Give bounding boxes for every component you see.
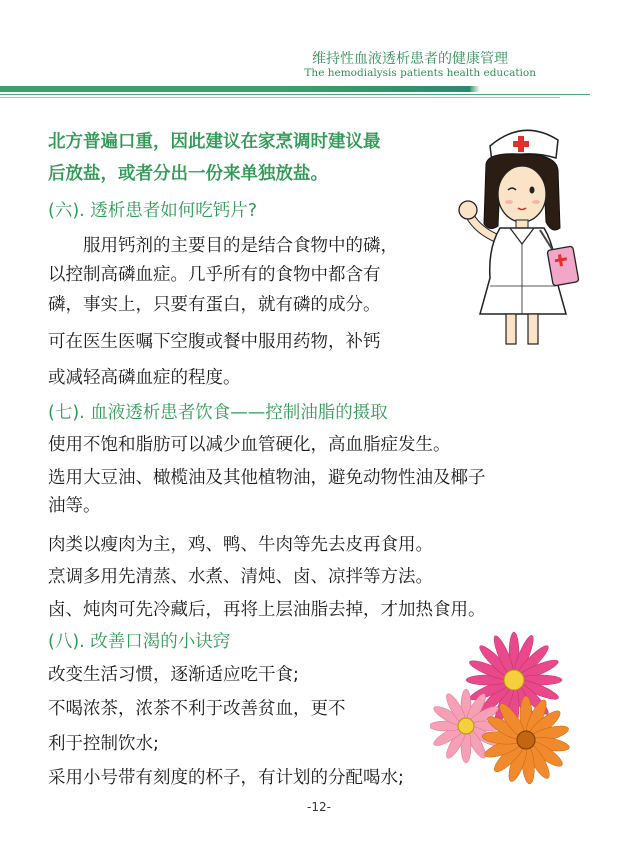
nurse-illustration <box>448 118 598 348</box>
text-line: 不喝浓茶，浓茶不利于改善贫血，更不 <box>48 699 346 719</box>
text-line: 卤、炖肉可先冷藏后，再将上层油脂去掉，才加热食用。 <box>48 600 486 620</box>
section-heading-8: (八). 改善口渴的小诀窍 <box>48 632 231 652</box>
text-line: 后放盐，或者分出一份来单独放盐。 <box>48 164 328 184</box>
header-subtitle: The hemodialysis patients health education <box>304 67 536 79</box>
text-line: 选用大豆油、橄榄油及其他植物油，避免动物性油及椰子 <box>48 468 486 488</box>
header-rule-thin-light <box>0 97 560 98</box>
header-title: 维持性血液透析患者的健康管理 <box>312 51 508 67</box>
text-line: 或减轻高磷血症的程度。 <box>48 368 241 388</box>
text-line: 利于控制饮水; <box>48 734 159 754</box>
text-line: 服用钙剂的主要目的是结合食物中的磷， <box>48 236 398 256</box>
text-line: 以控制高磷血症。几乎所有的食物中都含有 <box>48 265 381 285</box>
text-line: 改变生活习惯，逐渐适应吃干食; <box>48 665 299 685</box>
text-line: 使用不饱和脂肪可以减少血管硬化，高血脂症发生。 <box>48 435 451 455</box>
page-number: -12- <box>307 800 331 814</box>
text-line: 可在医生医嘱下空腹或餐中服用药物，补钙 <box>48 332 381 352</box>
header-rule-thin <box>0 94 590 95</box>
text-line: 北方普遍口重，因此建议在家烹调时建议最 <box>48 132 381 152</box>
section-heading-6: (六). 透析患者如何吃钙片? <box>48 201 258 221</box>
text-line: 烹调多用先清蒸、水煮、清炖、卤、凉拌等方法。 <box>48 567 433 587</box>
text-line: 采用小号带有刻度的杯子，有计划的分配喝水; <box>48 768 404 788</box>
section-heading-7: (七). 血液透析患者饮食——控制油脂的摄取 <box>48 403 388 423</box>
header-rule-thick <box>0 86 470 92</box>
text-line: 磷，事实上，只要有蛋白，就有磷的成分。 <box>48 295 381 315</box>
flowers-illustration <box>430 628 590 798</box>
text-line: 油等。 <box>48 496 101 516</box>
text-line: 肉类以瘦肉为主，鸡、鸭、牛肉等先去皮再食用。 <box>48 535 433 555</box>
